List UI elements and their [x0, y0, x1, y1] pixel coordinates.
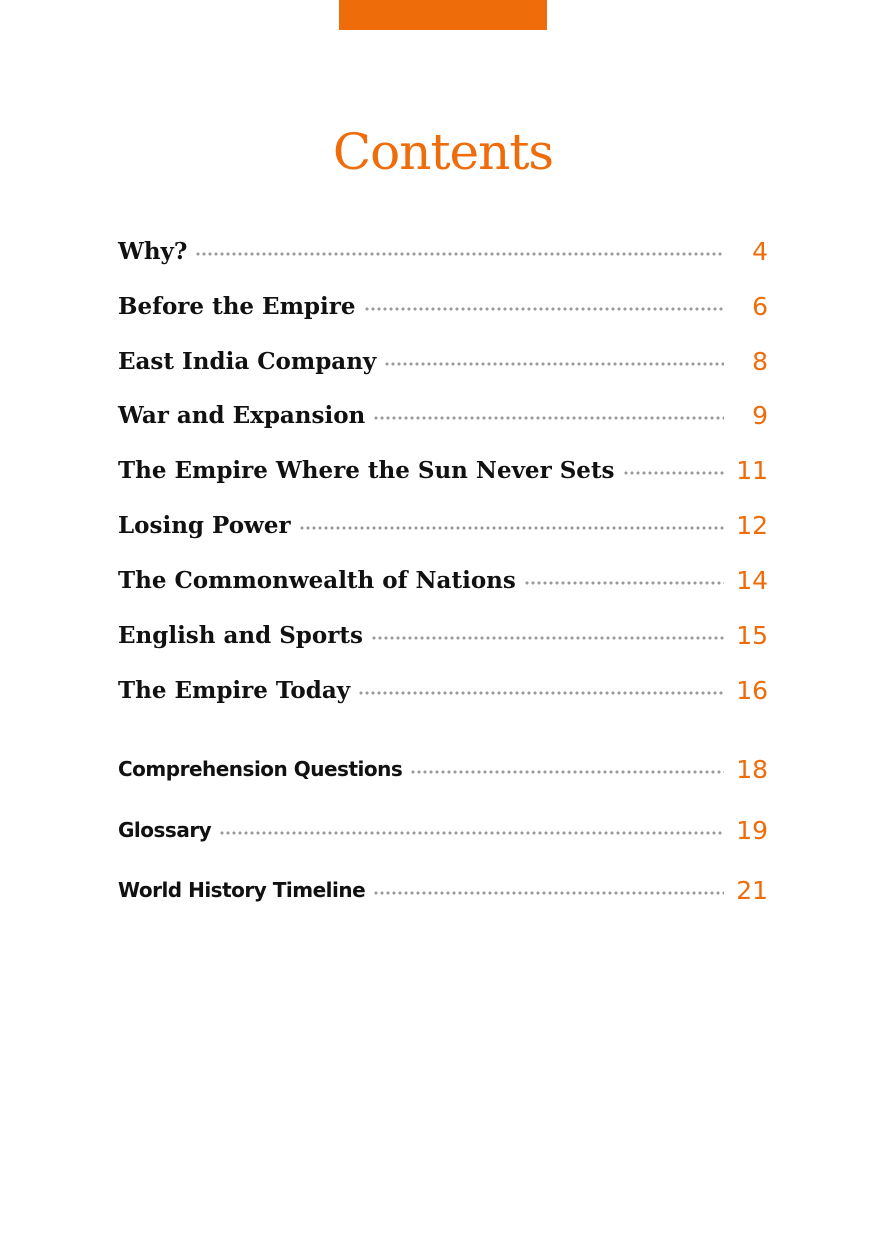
- toc-entry-label: Losing Power: [118, 511, 291, 539]
- dot-leader: [524, 581, 724, 585]
- toc-entry-page: 6: [752, 291, 768, 321]
- toc-entry-page: 14: [736, 565, 768, 595]
- toc-entry-page: 4: [752, 236, 768, 266]
- toc-entry-label: Glossary: [118, 818, 212, 842]
- dot-leader: [371, 636, 724, 640]
- toc-entry-label: English and Sports: [118, 621, 363, 649]
- toc-entry-page: 16: [736, 675, 768, 705]
- dot-leader: [219, 831, 724, 835]
- dot-leader: [384, 362, 724, 366]
- toc-entry[interactable]: [118, 288, 768, 324]
- toc-entry[interactable]: [118, 397, 768, 433]
- toc-back-matter-entry[interactable]: [118, 872, 768, 908]
- dot-leader: [373, 416, 724, 420]
- page-title: Contents: [332, 123, 554, 181]
- toc-entry-label: The Commonwealth of Nations: [118, 566, 516, 594]
- toc-entry[interactable]: [118, 672, 768, 708]
- toc-back-matter-entry[interactable]: [118, 812, 768, 848]
- toc-entry-page: 11: [736, 455, 768, 485]
- toc-entry-page: 12: [736, 510, 768, 540]
- toc-entry-page: 18: [736, 754, 768, 784]
- toc-entry[interactable]: [118, 507, 768, 543]
- toc-entry-label: Why?: [118, 237, 188, 265]
- toc-entry-page: 9: [752, 400, 768, 430]
- dot-leader: [358, 691, 724, 695]
- toc-entry-label: Before the Empire: [118, 292, 356, 320]
- dot-leader: [623, 471, 724, 475]
- toc-entry[interactable]: [118, 343, 768, 379]
- top-accent-bar: [339, 0, 547, 30]
- dot-leader: [364, 307, 725, 311]
- dot-leader: [373, 891, 724, 895]
- toc-entry-page: 21: [736, 875, 768, 905]
- dot-leader: [410, 770, 724, 774]
- toc-entry-label: The Empire Where the Sun Never Sets: [118, 456, 615, 484]
- toc-entry[interactable]: [118, 617, 768, 653]
- toc-entry-page: 19: [736, 815, 768, 845]
- toc-entry[interactable]: [118, 562, 768, 598]
- toc-entry-label: The Empire Today: [118, 676, 351, 704]
- toc-entry[interactable]: [118, 452, 768, 488]
- dot-leader: [299, 526, 724, 530]
- toc-entry-page: 15: [736, 620, 768, 650]
- toc-entry-label: World History Timeline: [118, 878, 366, 902]
- dot-leader: [195, 252, 724, 256]
- toc-entry-page: 8: [752, 346, 768, 376]
- toc-entry[interactable]: [118, 233, 768, 269]
- toc-back-matter-entry[interactable]: [118, 751, 768, 787]
- toc-entry-label: War and Expansion: [118, 401, 366, 429]
- toc-entry-label: Comprehension Questions: [118, 757, 403, 781]
- toc-entry-label: East India Company: [118, 347, 377, 375]
